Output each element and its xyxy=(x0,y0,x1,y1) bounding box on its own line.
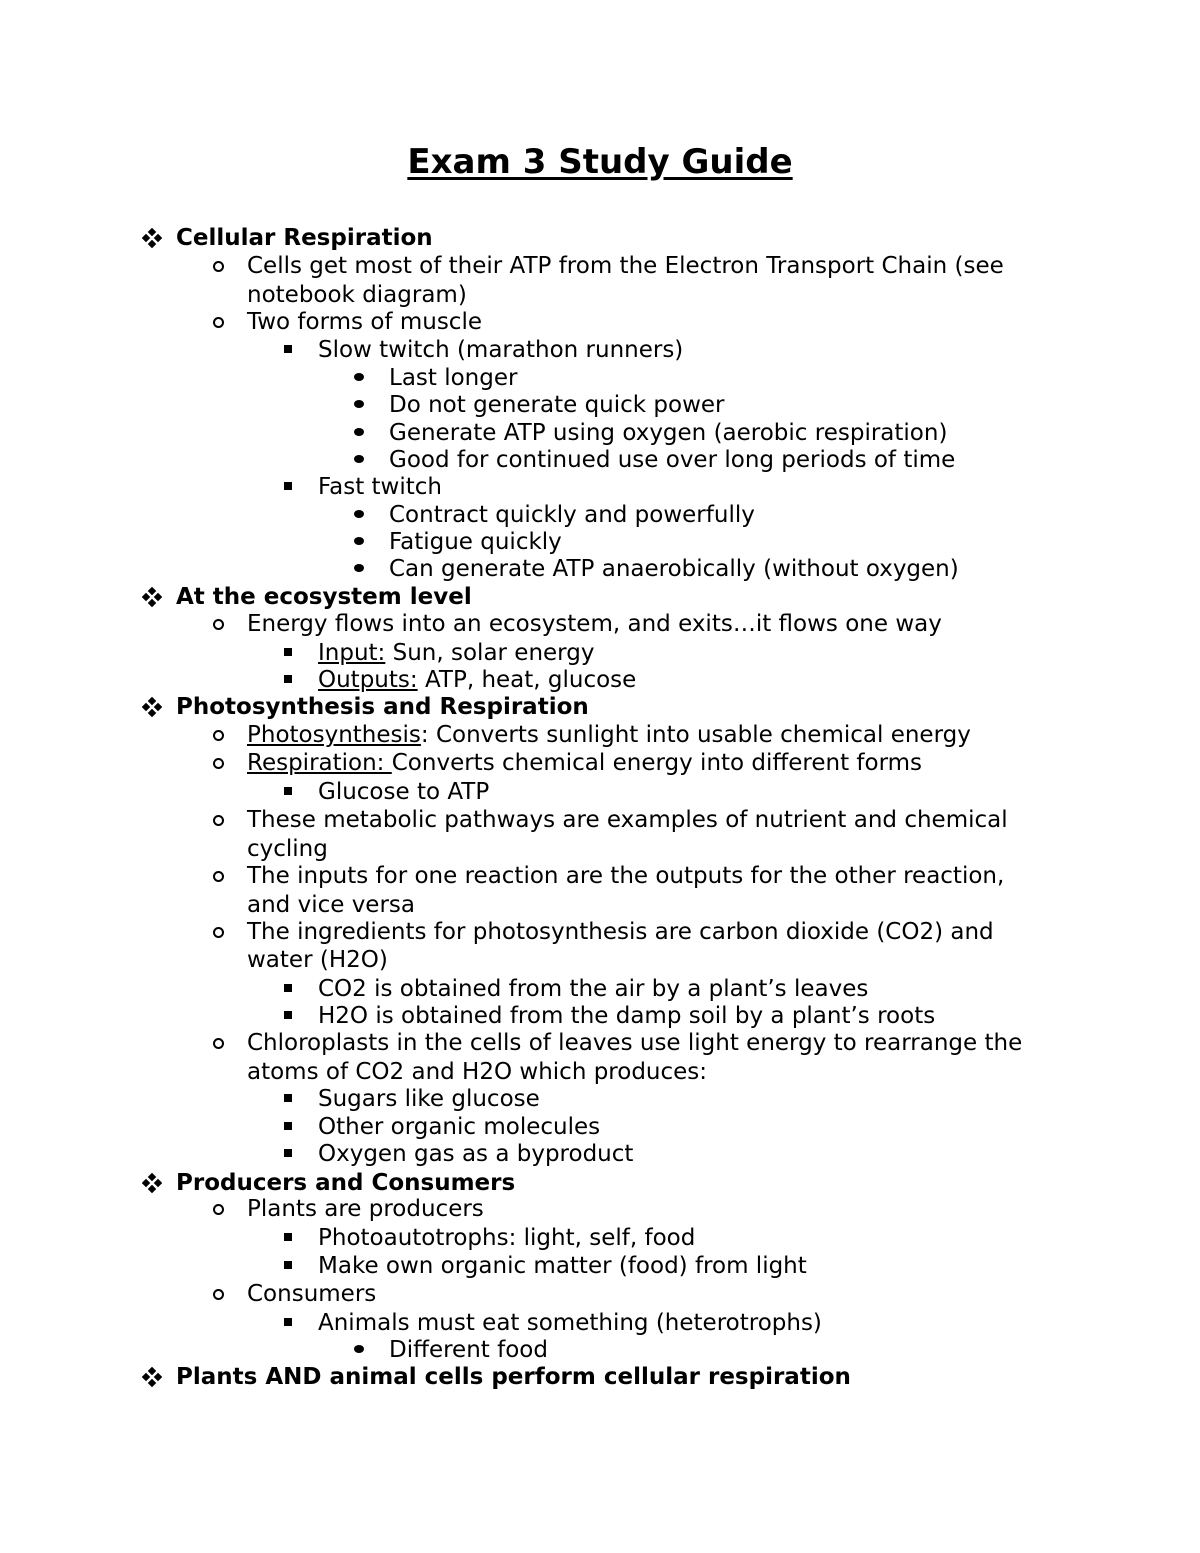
list-item: Glucose to ATP xyxy=(318,779,490,805)
square-bullet-icon xyxy=(284,648,292,656)
respiration-label: Respiration: xyxy=(247,750,392,776)
square-bullet-icon xyxy=(284,1094,292,1102)
list-item: Chloroplasts in the cells of leaves use light energy to rearrange the xyxy=(247,1030,1023,1056)
list-item: Last longer xyxy=(389,365,518,391)
diamond-bullet-icon xyxy=(142,697,162,717)
list-item-continuation: and vice versa xyxy=(247,892,415,918)
square-bullet-icon xyxy=(284,787,292,795)
square-bullet-icon xyxy=(284,1261,292,1269)
circle-bullet-icon xyxy=(213,871,224,882)
circle-bullet-icon xyxy=(213,317,224,328)
diamond-bullet-icon xyxy=(142,1173,162,1193)
circle-bullet-icon xyxy=(213,1289,224,1300)
outputs-text: ATP, heat, glucose xyxy=(417,667,637,693)
dot-bullet-icon xyxy=(354,373,364,381)
list-item: The inputs for one reaction are the outputs for the other reaction, xyxy=(247,863,1005,889)
list-item: Good for continued use over long periods of time xyxy=(389,447,956,473)
list-item-continuation: atoms of CO2 and H2O which produces: xyxy=(247,1059,708,1085)
list-item xyxy=(247,749,922,777)
page-title: Exam 3 Study Guide xyxy=(407,142,793,182)
circle-bullet-icon xyxy=(213,619,224,630)
list-item-continuation: water (H2O) xyxy=(247,947,388,973)
dot-bullet-icon xyxy=(354,564,364,572)
photosynthesis-label: Photosynthesis xyxy=(247,722,421,748)
square-bullet-icon xyxy=(284,1233,292,1241)
outputs-label: Outputs: xyxy=(318,667,418,693)
list-item: CO2 is obtained from the air by a plant’s leaves xyxy=(318,976,869,1002)
square-bullet-icon xyxy=(284,482,292,490)
list-item: The ingredients for photosynthesis are carbon dioxide (CO2) and xyxy=(247,919,994,945)
diamond-bullet-icon xyxy=(142,1367,162,1387)
respiration-text: Converts chemical energy into different forms xyxy=(391,750,923,776)
section-heading-photosynthesis: Photosynthesis and Respiration xyxy=(176,694,589,720)
section-heading-final: Plants AND animal cells perform cellular respiration xyxy=(176,1364,851,1390)
dot-bullet-icon xyxy=(354,400,364,408)
section-heading-ecosystem: At the ecosystem level xyxy=(176,584,472,610)
circle-bullet-icon xyxy=(213,261,224,272)
list-item: Fast twitch xyxy=(318,474,442,500)
list-item: Make own organic matter (food) from light xyxy=(318,1253,807,1279)
circle-bullet-icon xyxy=(213,1038,224,1049)
list-item: Do not generate quick power xyxy=(389,392,725,418)
list-item-continuation: notebook diagram) xyxy=(247,282,467,308)
circle-bullet-icon xyxy=(213,730,224,741)
diamond-bullet-icon xyxy=(142,587,162,607)
square-bullet-icon xyxy=(284,1122,292,1130)
circle-bullet-icon xyxy=(213,1204,224,1215)
dot-bullet-icon xyxy=(354,428,364,436)
square-bullet-icon xyxy=(284,1011,292,1019)
square-bullet-icon xyxy=(284,345,292,353)
list-item: Fatigue quickly xyxy=(389,529,562,555)
dot-bullet-icon xyxy=(354,510,364,518)
list-item: Photoautotrophs: light, self, food xyxy=(318,1225,696,1251)
list-item: Consumers xyxy=(247,1281,377,1307)
input-label: Input: xyxy=(318,640,386,666)
list-item xyxy=(318,666,636,694)
square-bullet-icon xyxy=(284,675,292,683)
list-item: Other organic molecules xyxy=(318,1114,601,1140)
square-bullet-icon xyxy=(284,984,292,992)
list-item: Animals must eat something (heterotrophs) xyxy=(318,1310,822,1336)
square-bullet-icon xyxy=(284,1318,292,1326)
list-item-continuation: cycling xyxy=(247,836,328,862)
square-bullet-icon xyxy=(284,1149,292,1157)
list-item xyxy=(318,639,594,667)
dot-bullet-icon xyxy=(354,537,364,545)
list-item: Slow twitch (marathon runners) xyxy=(318,337,684,363)
dot-bullet-icon xyxy=(354,1345,364,1353)
list-item xyxy=(247,721,971,749)
circle-bullet-icon xyxy=(213,815,224,826)
list-item: H2O is obtained from the damp soil by a plant’s roots xyxy=(318,1003,936,1029)
list-item: Different food xyxy=(389,1337,548,1363)
input-text: Sun, solar energy xyxy=(385,640,595,666)
diamond-bullet-icon xyxy=(142,228,162,248)
list-item: Cells get most of their ATP from the Electron Transport Chain (see xyxy=(247,253,1004,279)
list-item: Two forms of muscle xyxy=(247,309,482,335)
photosynthesis-text: : Converts sunlight into usable chemical energy xyxy=(420,722,971,748)
circle-bullet-icon xyxy=(213,927,224,938)
section-heading-producers: Producers and Consumers xyxy=(176,1170,516,1196)
list-item: Generate ATP using oxygen (aerobic respiration) xyxy=(389,420,948,446)
list-item: Plants are producers xyxy=(247,1196,484,1222)
list-item: Can generate ATP anaerobically (without oxygen) xyxy=(389,556,959,582)
section-heading-cellular-respiration: Cellular Respiration xyxy=(176,225,433,251)
list-item: Contract quickly and powerfully xyxy=(389,502,755,528)
list-item: Energy flows into an ecosystem, and exits…it flows one way xyxy=(247,611,942,637)
list-item: Sugars like glucose xyxy=(318,1086,540,1112)
list-item: These metabolic pathways are examples of nutrient and chemical xyxy=(247,807,1008,833)
circle-bullet-icon xyxy=(213,758,224,769)
dot-bullet-icon xyxy=(354,455,364,463)
list-item: Oxygen gas as a byproduct xyxy=(318,1141,634,1167)
